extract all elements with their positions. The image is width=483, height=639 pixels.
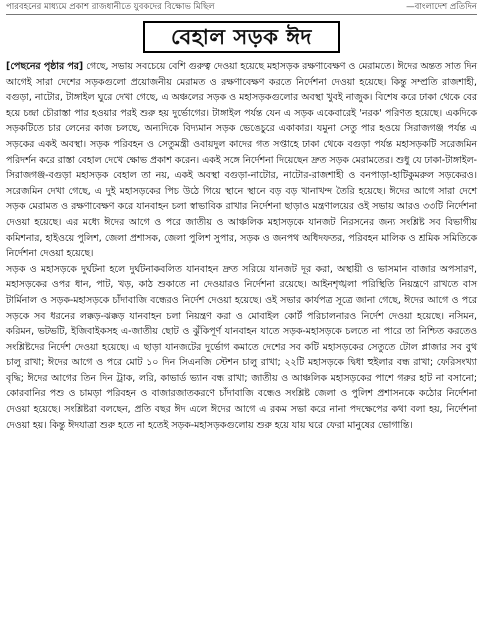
- top-strip: [6, 0, 477, 15]
- source-credit: —বাংলাদেশ প্রতিদিন: [406, 2, 477, 12]
- article-body: [6, 59, 477, 433]
- headline-box: [6, 21, 477, 53]
- headline: বেহাল সড়ক ঈদ: [143, 21, 340, 53]
- article-paragraph: [6, 262, 477, 434]
- continued-from-marker: [পেছনের পৃষ্ঠার পর]: [6, 61, 84, 72]
- paragraph-text: সড়ক ও মহাসড়কে দুর্ঘটনা হলে দুর্ঘটনাকবলিত যানবাহন দ্রুত সরিয়ে যানজট দূর করা, অস্থায়ী ও ভাসমান বাজার অপসারণ, মহাসড়কের ওপর ধান, পাট, খড়, কাঠ শুকাতে না দেওয়ারও নির্দেশনা রয়েছে। আইনশৃঙ্খলা পরিস্থিতি নিয়ন্ত্রণে রাখতে বাস টার্মিনাল ও সড়ক-মহাসড়কে চাঁদাবাজি বন্ধেরও নির্দেশ দেওয়া হয়েছে। ওই সভার কার্যপত্র সূত্রে জানা গেছে, ঈদের আগে ও পরে সড়কে সব ধরনের লক্কড়-ঝক্কড় যানবাহন চলা নিয়ন্ত্রণ করা ও মোবাইল কোর্ট পরিচালনারও নির্দেশ দেওয়া হয়েছে। নসিমন, করিমন, ভটভটি, ইজিবাইকসহ এ-জাতীয় ছোট ও ঝুঁকিপূর্ণ যানবাহন যাতে সড়ক-মহাসড়কে চলতে না পারে তা নিশ্চিত করতেও সংশ্লিষ্টদের নির্দেশ দেওয়া হয়েছে। এ ছাড়া যানজটের দুর্ভোগ কমাতে দেশের সব কটি মহাসড়কের সেতুতে টোল প্লাজার সব বুথ চালু রাখা; ঈদের আগে ও পরে মোট ১০ দিন সিএনজি স্টেশন চালু রাখা; ২২টি মহাসড়কে দ্বিধা হুইলার বন্ধ রাখা; ফেরিসংখ্যা বৃদ্ধি; ঈদের আগের তিন দিন ট্রাক, লরি, কাভার্ড ভ্যান বন্ধ রাখা; জাতীয় ও আঞ্চলিক মহাসড়কের পাশে গরুর হাট না বসানো; কোরবানির পশু ও চামড়া পরিবহন ও বাজারজাতকরণে চাঁদাবাজি বন্ধেও সংশ্লিষ্ট জেলা ও পুলিশ প্রশাসনকে কঠোর নির্দেশনা দেওয়া হয়েছে। সংশ্লিষ্টরা বলছেন, প্রতি বছর ঈদ এলে ঈদের আগে এ রকম সভা করে নানা পদক্ষেপের কথা বলা হয়, নির্দেশনা দেওয়া হয়। কিন্তু ঈদযাত্রা শুরু হতে না হতেই সড়ক-মহাসড়কগুলোয় শুরু হয়ে যায় ঘরে ফেরা মানুষের ভোগান্তি।: [6, 263, 477, 431]
- paragraph-text: গেছে, সভায় সবচেয়ে বেশি গুরুত্ব দেওয়া হয়েছে মহাসড়ক রক্ষণাবেক্ষণ ও মেরামতে। ঈদের অন্তত সাত দিন আগেই সারা দেশের সড়কগুলো প্রয়োজনীয় মেরামত ও রক্ষণাবেক্ষণ করতে নির্দেশনা দেওয়া হয়েছে। কিন্তু সম্প্রতি রাজশাহী, বগুড়া, নাটোর, টাঙ্গাইল ঘুরে দেখা গেছে, এ অঞ্চলের সড়ক ও মহাসড়কগুলোর অবস্থা খুবই নাজুক। বিশেষ করে ঢাকা থেকে বের হয়ে চন্দ্রা চৌরাস্তা পার হওয়ার পরই শুরু হয় দুর্ভোগের। টাঙ্গাইল পর্যন্ত যেন এ সড়ক একেবারেই 'নরক' পরিণত হয়েছে। একদিকে সড়কটিতে চার লেনের কাজ চলছে, অন্যদিকে বিদ্যমান সড়ক ভেঙেচুরে একাকার। যমুনা সেতু পার হওয়ে সিরাজগঞ্জ পর্যন্ত এ সড়কের একই অবস্থা। সড়ক পরিবহন ও সেতুমন্ত্রী ওবায়দুল কাদের গত সপ্তাহে ঢাকা থেকে বগুড়া পর্যন্ত মহাসড়কটি সরেজমিন পরিদর্শন করে রাস্তা বেহাল দেখে ক্ষোভ প্রকাশ করেন। একই সঙ্গে নির্দেশনা দিয়েছেন দ্রুত সড়ক মেরামতের। শুধু যে ঢাকা-টাঙ্গাইল-সিরাজগঞ্জ-বগুড়া মহাসড়ক বেহাল তা নয়, একই অবস্থা বগুড়া-নাটোর, নাটোর-রাজশাহী ও বনপাড়া-হাটিকুমরুল সড়কেরও। সরেজমিন দেখা গেছে, এ দুই মহাসড়কের পিচ উঠে গিয়ে স্থানে স্থানে বড় বড় খানাখন্দ তৈরি হয়েছে। ঈদের আগে সারা দেশে সড়ক মেরামত ও রক্ষণাবেক্ষণ করে যানবাহন চলা স্বাভাবিক রাখার নির্দেশনা ছাড়াও মন্ত্রণালয়ের ওই সভায় আরও ৩৩টি নির্দেশনা দেওয়া হয়েছে। এর মধ্যে ঈদের আগে ও পরে জাতীয় ও আঞ্চলিক মহাসড়কে যানজট নিরসনের জন্য সংশ্লিষ্ট সব বিভাগীয় কমিশনার, হাইওয়ে পুলিশ, জেলা প্রশাসক, জেলা পুলিশ সুপার, সড়ক ও জনপথ অধিদফতর, পরিবহন মালিক ও শ্রমিক সমিতিকে নির্দেশনা দেওয়া হয়েছে।: [6, 61, 477, 260]
- top-strip-caption: পারবহনের মাধ্যমে প্রকাশ রাজধানীতে যুবকদের বিক্ষোভ মিছিল: [6, 2, 215, 12]
- article-paragraph: [6, 59, 477, 262]
